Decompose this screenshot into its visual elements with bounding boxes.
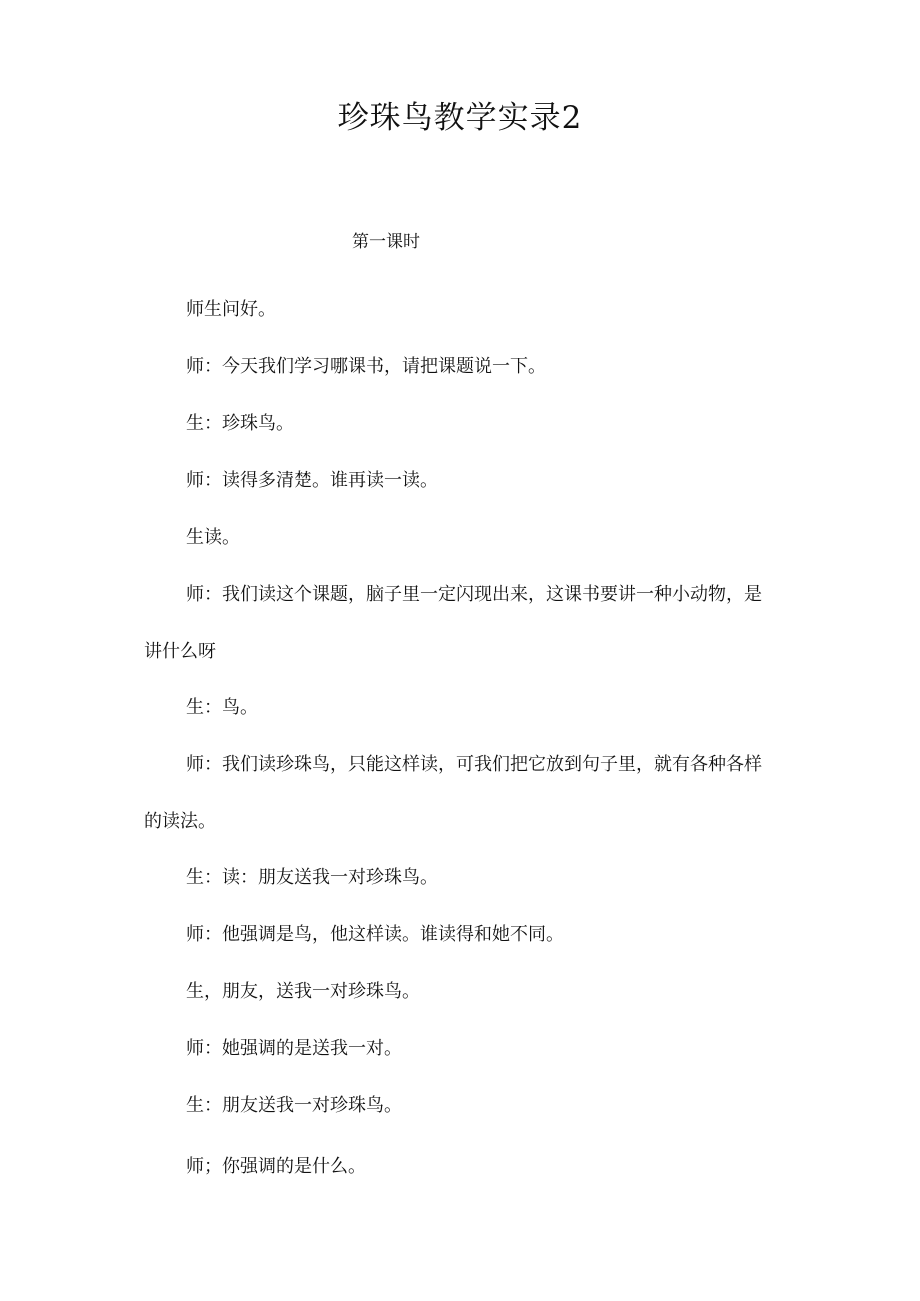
paragraph: 师：她强调的是送我一对。 — [186, 1038, 402, 1059]
paragraph: 生：朋友送我一对珍珠鸟。 — [186, 1095, 402, 1116]
lesson-heading: 第一课时 — [352, 232, 420, 252]
paragraph: 师：他强调是鸟，他这样读。谁读得和她不同。 — [186, 924, 564, 945]
paragraph: 师；你强调的是什么。 — [186, 1156, 366, 1177]
paragraph: 师：今天我们学习哪课书，请把课题说一下。 — [186, 356, 546, 377]
paragraph: 师：我们读这个课题，脑子里一定闪现出来，这课书要讲一种小动物，是讲什么呀 — [144, 584, 762, 662]
paragraph: 生：鸟。 — [186, 697, 258, 718]
paragraph: 生：珍珠鸟。 — [186, 413, 294, 434]
paragraph: 生：读：朋友送我一对珍珠鸟。 — [186, 867, 438, 888]
document-title: 珍珠鸟教学实录2 — [337, 100, 583, 136]
paragraph: 生，朋友，送我一对珍珠鸟。 — [186, 981, 420, 1002]
paragraph: 师：我们读珍珠鸟，只能这样读，可我们把它放到句子里，就有各种各样的读法。 — [144, 754, 762, 832]
paragraph: 师：读得多清楚。谁再读一读。 — [186, 470, 438, 491]
paragraph: 生读。 — [186, 527, 240, 548]
paragraph: 师生问好。 — [186, 299, 276, 320]
